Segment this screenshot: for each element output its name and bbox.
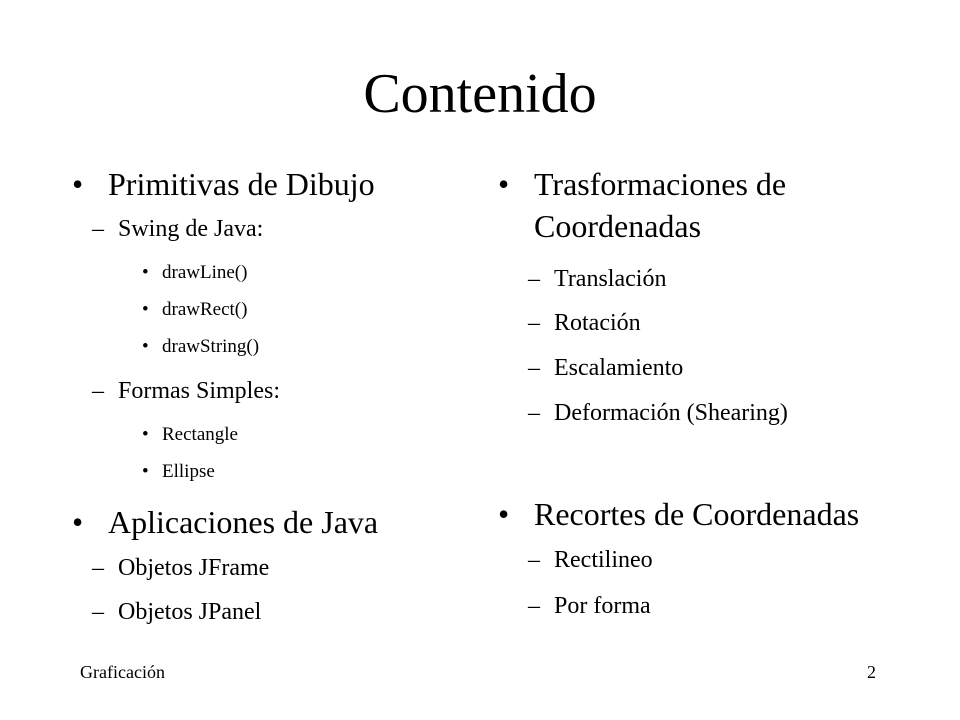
dash: –	[92, 378, 104, 404]
sub-item-label: Rotación	[554, 310, 641, 336]
dash: –	[92, 599, 104, 625]
slide-title: Contenido	[363, 63, 597, 125]
sub-item-label: Swing de Java:	[118, 216, 264, 242]
dash: –	[528, 547, 540, 573]
bullet-label: Trasformaciones de	[534, 166, 787, 202]
sub-item-label: Rectilineo	[554, 547, 653, 573]
dash: –	[528, 593, 540, 619]
dash: –	[92, 216, 104, 242]
sub-sub-item-label: Rectangle	[162, 424, 238, 445]
dash: –	[528, 400, 540, 426]
sub-item-label: Por forma	[554, 593, 651, 619]
bullet: •	[72, 504, 84, 540]
right-column	[480, 0, 960, 720]
bullet: •	[142, 336, 149, 357]
sub-item-label: Objetos JFrame	[118, 555, 270, 581]
sub-item-label: Escalamiento	[554, 355, 684, 381]
sub-sub-item-label: Ellipse	[162, 461, 215, 482]
bullet: •	[498, 166, 510, 202]
bullet: •	[142, 461, 149, 482]
page-number: 2	[867, 662, 876, 682]
dash: –	[92, 555, 104, 581]
sub-item-label: Translación	[554, 266, 667, 292]
footer-label: Graficación	[80, 662, 165, 682]
bullet: •	[72, 166, 84, 202]
sub-sub-item-label: drawLine()	[162, 262, 248, 283]
dash: –	[528, 310, 540, 336]
bullet: •	[142, 262, 149, 283]
sub-sub-item-label: drawRect()	[162, 299, 248, 320]
dash: –	[528, 266, 540, 292]
bullet: •	[142, 424, 149, 445]
bullet-label: Recortes de Coordenadas	[534, 496, 860, 532]
bullet: •	[498, 496, 510, 532]
bullet: •	[142, 299, 149, 320]
bullet-label-continuation: Coordenadas	[534, 208, 702, 244]
sub-item-label: Objetos JPanel	[118, 599, 262, 625]
sub-sub-item-label: drawString()	[162, 336, 260, 357]
bullet-label: Primitivas de Dibujo	[108, 166, 375, 202]
sub-item-label: Deformación (Shearing)	[554, 400, 788, 426]
bullet-label: Aplicaciones de Java	[108, 504, 379, 540]
sub-item-label: Formas Simples:	[118, 378, 281, 404]
dash: –	[528, 355, 540, 381]
